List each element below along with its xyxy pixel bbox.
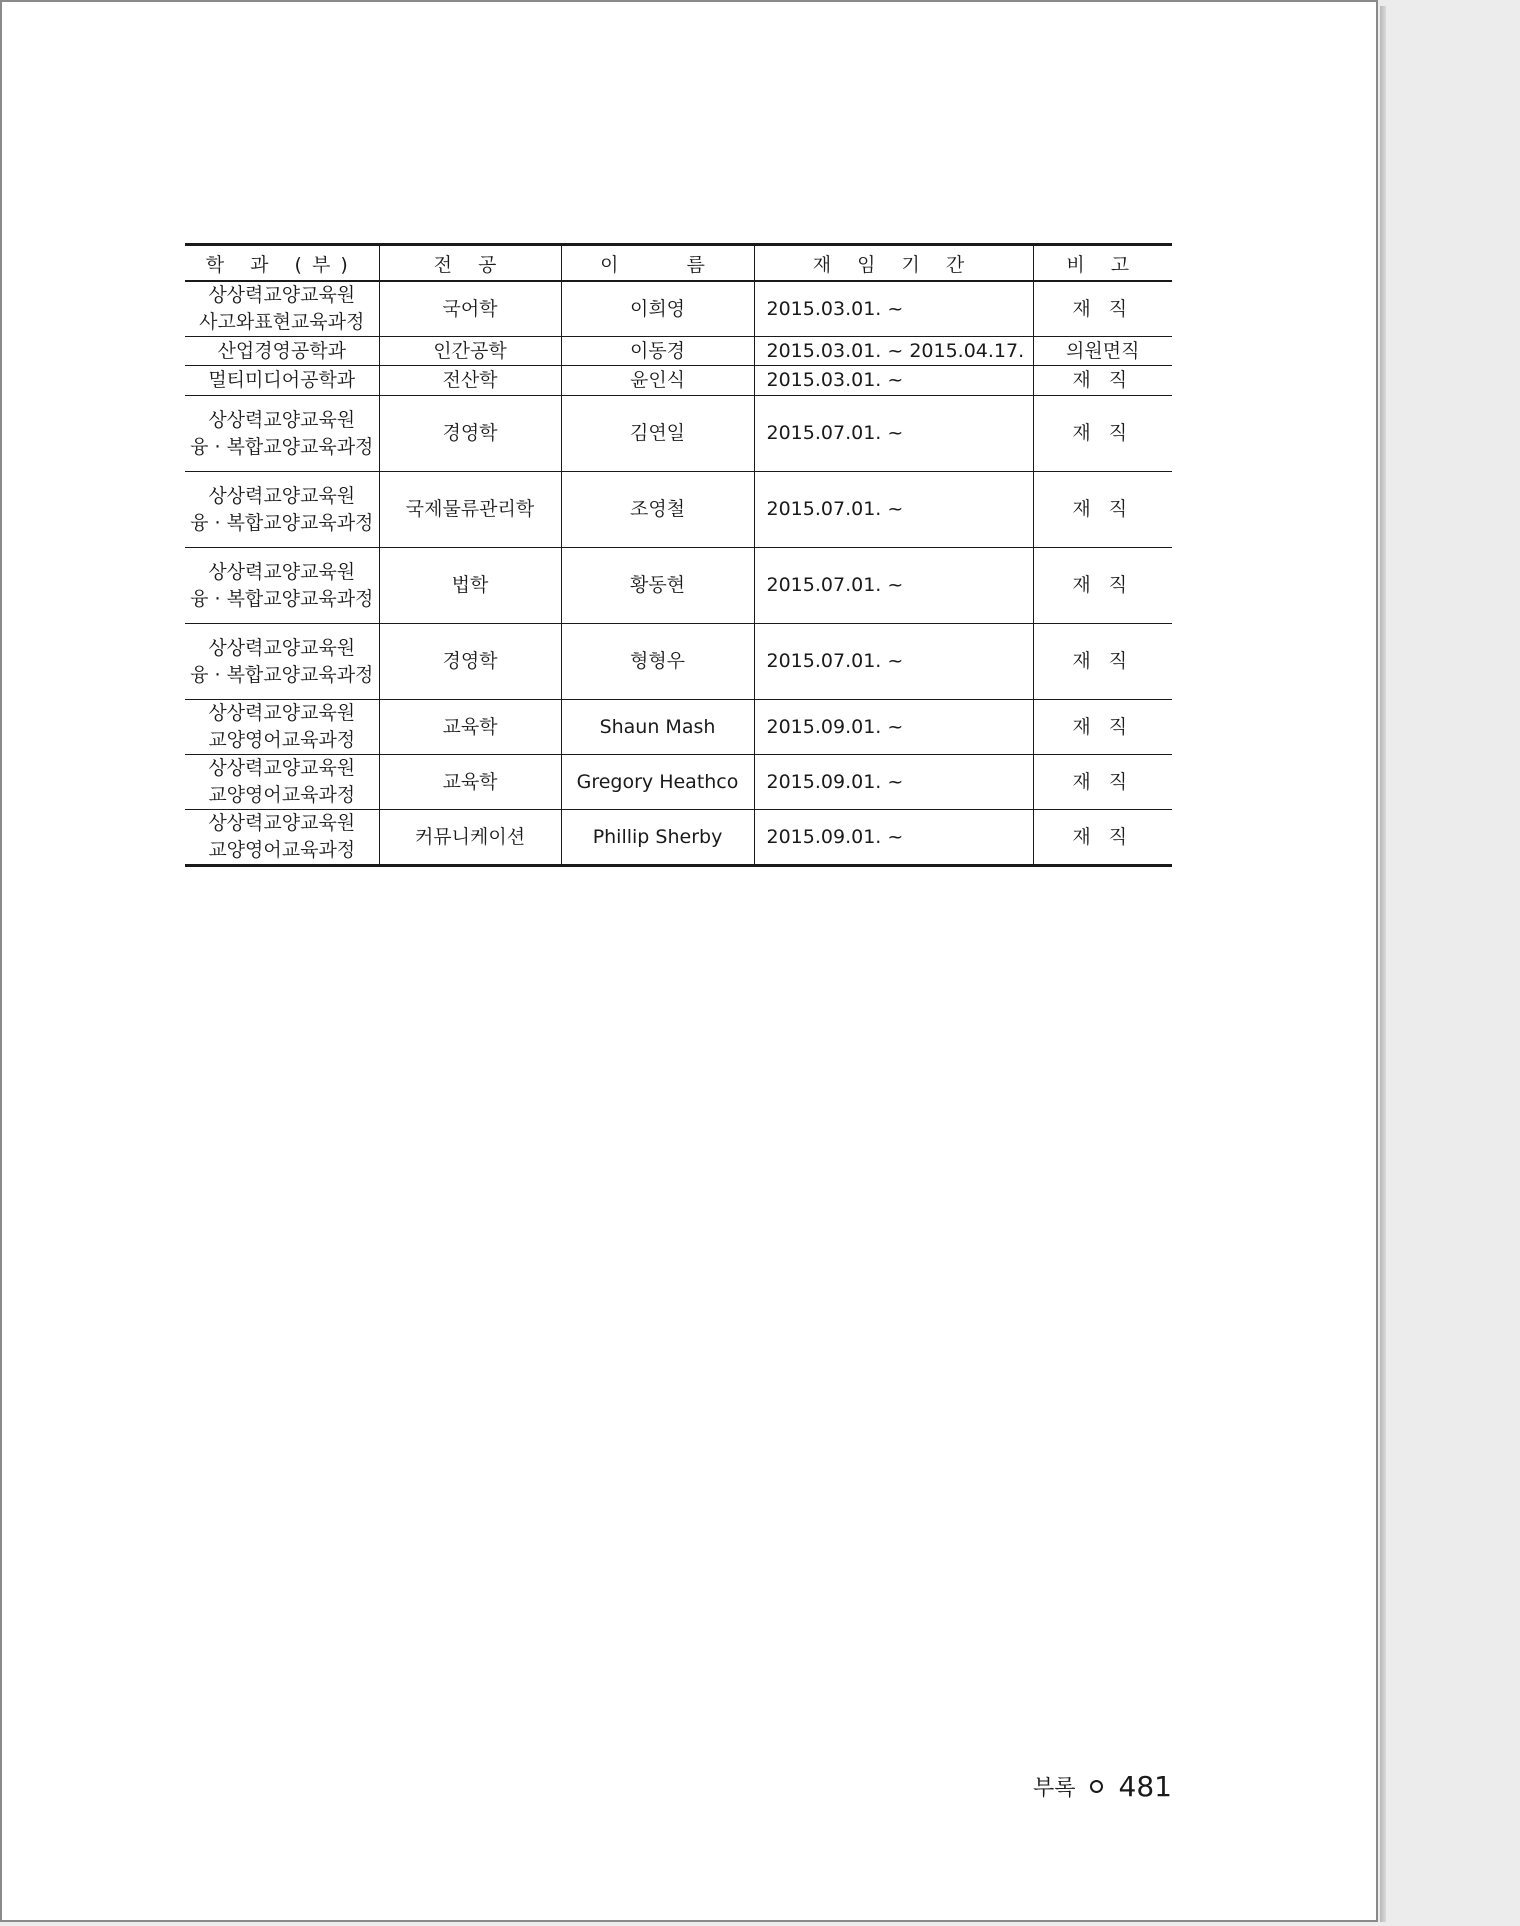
department-line: 교양영어교육과정 xyxy=(208,729,356,751)
cell-name: Shaun Mash xyxy=(561,700,754,755)
cell-note: 재 직 xyxy=(1033,548,1172,624)
table-row xyxy=(185,810,1172,866)
cell-major: 커뮤니케이션 xyxy=(379,810,561,866)
department-line: 상상력교양교육원 xyxy=(208,702,356,724)
cell-name: 김연일 xyxy=(561,396,754,472)
cell-note: 재 직 xyxy=(1033,366,1172,396)
cell-tenure-period: 2015.07.01. ~ xyxy=(754,548,1033,624)
cell-department xyxy=(185,337,379,366)
department-line: 상상력교양교육원 xyxy=(208,636,356,659)
department-line: 융 · 복합교양교육과정 xyxy=(190,511,374,534)
cell-major: 경영학 xyxy=(379,396,561,472)
table-row xyxy=(185,472,1172,548)
cell-name: Phillip Sherby xyxy=(561,810,754,866)
footer-section-label: 부록 xyxy=(1033,1776,1076,1801)
department-line: 상상력교양교육원 xyxy=(208,812,356,834)
cell-major: 교육학 xyxy=(379,700,561,755)
department-line: 융 · 복합교양교육과정 xyxy=(190,587,374,610)
cell-name: 형형우 xyxy=(561,624,754,700)
department-line: 상상력교양교육원 xyxy=(208,284,356,306)
department-line: 상상력교양교육원 xyxy=(208,560,356,583)
header-note: 비 고 xyxy=(1033,245,1172,282)
table-row xyxy=(185,366,1172,396)
department-line: 멀티미디어공학과 xyxy=(208,369,356,391)
cell-note: 재 직 xyxy=(1033,472,1172,548)
cell-major: 국어학 xyxy=(379,281,561,337)
bullet-icon xyxy=(1090,1780,1103,1793)
cell-major: 경영학 xyxy=(379,624,561,700)
cell-tenure-period: 2015.09.01. ~ xyxy=(754,700,1033,755)
cell-major: 법학 xyxy=(379,548,561,624)
table-row xyxy=(185,396,1172,472)
table-row xyxy=(185,755,1172,810)
cell-name: 황동현 xyxy=(561,548,754,624)
table-row xyxy=(185,548,1172,624)
cell-note: 재 직 xyxy=(1033,810,1172,866)
cell-department xyxy=(185,472,379,548)
cell-note: 재 직 xyxy=(1033,396,1172,472)
cell-major: 전산학 xyxy=(379,366,561,396)
cell-note: 재 직 xyxy=(1033,624,1172,700)
page-footer xyxy=(1033,1770,1172,1803)
header-department: 학 과 (부) xyxy=(185,245,379,282)
cell-name: 이동경 xyxy=(561,337,754,366)
department-line: 사고와표현교육과정 xyxy=(199,311,365,333)
cell-name: 윤인식 xyxy=(561,366,754,396)
header-major: 전 공 xyxy=(379,245,561,282)
cell-department xyxy=(185,810,379,866)
header-tenure-period: 재 임 기 간 xyxy=(754,245,1033,282)
cell-department xyxy=(185,700,379,755)
department-line: 산업경영공학과 xyxy=(217,339,346,362)
table-row xyxy=(185,337,1172,366)
table-body xyxy=(185,281,1172,866)
table-row xyxy=(185,624,1172,700)
cell-name: 이희영 xyxy=(561,281,754,337)
cell-tenure-period: 2015.09.01. ~ xyxy=(754,810,1033,866)
cell-tenure-period: 2015.09.01. ~ xyxy=(754,755,1033,810)
cell-name: Gregory Heathco xyxy=(561,755,754,810)
department-line: 상상력교양교육원 xyxy=(208,408,356,431)
cell-major: 인간공학 xyxy=(379,337,561,366)
department-line: 융 · 복합교양교육과정 xyxy=(190,435,374,458)
cell-note: 재 직 xyxy=(1033,700,1172,755)
department-line: 상상력교양교육원 xyxy=(208,757,356,779)
cell-department xyxy=(185,624,379,700)
department-line: 상상력교양교육원 xyxy=(208,484,356,507)
cell-department xyxy=(185,281,379,337)
cell-note: 의원면직 xyxy=(1033,337,1172,366)
cell-tenure-period: 2015.07.01. ~ xyxy=(754,624,1033,700)
header-name: 이 름 xyxy=(561,245,754,282)
table-row xyxy=(185,281,1172,337)
cell-department xyxy=(185,548,379,624)
cell-tenure-period: 2015.07.01. ~ xyxy=(754,472,1033,548)
department-line: 교양영어교육과정 xyxy=(208,784,356,806)
cell-department xyxy=(185,755,379,810)
cell-note: 재 직 xyxy=(1033,755,1172,810)
cell-major: 교육학 xyxy=(379,755,561,810)
cell-tenure-period: 2015.03.01. ~ 2015.04.17. xyxy=(754,337,1033,366)
cell-tenure-period: 2015.03.01. ~ xyxy=(754,281,1033,337)
department-line: 융 · 복합교양교육과정 xyxy=(190,663,374,686)
cell-tenure-period: 2015.03.01. ~ xyxy=(754,366,1033,396)
page-edge-shadow xyxy=(1380,6,1386,1922)
cell-note: 재 직 xyxy=(1033,281,1172,337)
page-number: 481 xyxy=(1118,1770,1172,1803)
table-header-row xyxy=(185,245,1172,282)
department-line: 교양영어교육과정 xyxy=(208,839,356,861)
faculty-table xyxy=(185,243,1172,867)
cell-department xyxy=(185,366,379,396)
cell-major: 국제물류관리학 xyxy=(379,472,561,548)
cell-name: 조영철 xyxy=(561,472,754,548)
cell-tenure-period: 2015.07.01. ~ xyxy=(754,396,1033,472)
cell-department xyxy=(185,396,379,472)
table-row xyxy=(185,700,1172,755)
